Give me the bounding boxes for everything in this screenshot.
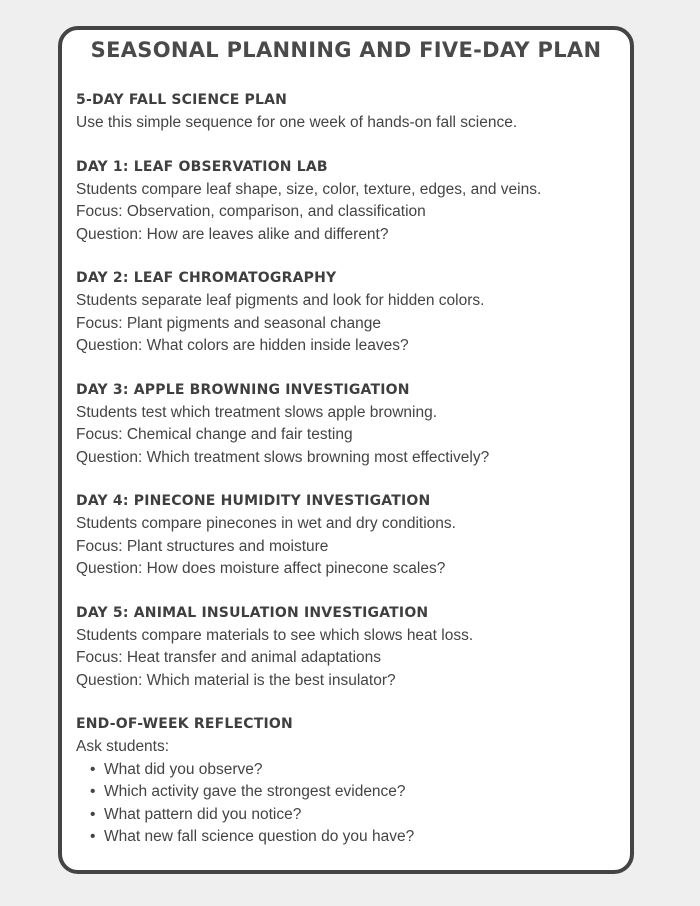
bullet-icon: • xyxy=(90,783,96,800)
reflection-heading: END-OF-WEEK REFLECTION xyxy=(76,716,293,732)
day-4-heading: DAY 4: PINECONE HUMIDITY INVESTIGATION xyxy=(76,493,431,509)
bullet-icon: • xyxy=(90,760,96,778)
day-3-section xyxy=(76,380,626,470)
day-4-question: Question: How does moisture affect pinecone scales? xyxy=(76,560,446,577)
day-1-heading: DAY 1: LEAF OBSERVATION LAB xyxy=(76,158,328,175)
list-item xyxy=(90,826,626,849)
list-item xyxy=(90,781,626,804)
day-3-focus: Focus: Chemical change and fair testing xyxy=(76,426,353,443)
reflection-question: What did you observe? xyxy=(104,760,263,778)
reflection-question: What new fall science question do you have? xyxy=(104,828,415,845)
day-1-question: Question: How are leaves alike and different? xyxy=(76,225,389,243)
day-2-heading: DAY 2: LEAF CHROMATOGRAPHY xyxy=(76,270,337,286)
day-5-heading: DAY 5: ANIMAL INSULATION INVESTIGATION xyxy=(76,604,429,621)
day-5-section xyxy=(76,603,626,693)
day-2-focus: Focus: Plant pigments and seasonal change xyxy=(76,314,382,332)
intro-section xyxy=(76,90,626,135)
day-3-question: Question: Which treatment slows browning most effectively? xyxy=(76,448,490,466)
intro-text: Use this simple sequence for one week of hands-on fall science. xyxy=(76,114,518,131)
plan-content xyxy=(76,90,626,871)
list-item xyxy=(90,759,626,782)
reflection-question: What pattern did you notice? xyxy=(104,805,302,823)
reflection-prompt: Ask students: xyxy=(76,738,170,755)
reflection-question: Which activity gave the strongest evidence? xyxy=(104,783,406,800)
day-5-focus: Focus: Heat transfer and animal adaptations xyxy=(76,649,382,666)
day-1-focus: Focus: Observation, comparison, and classification xyxy=(76,203,426,220)
day-2-question: Question: What colors are hidden inside leaves? xyxy=(76,337,409,354)
day-4-focus: Focus: Plant structures and moisture xyxy=(76,537,329,555)
bullet-icon: • xyxy=(90,805,96,823)
day-4-section xyxy=(76,491,626,581)
list-item xyxy=(90,804,626,827)
day-4-description: Students compare pinecones in wet and dry conditions. xyxy=(76,515,456,532)
day-1-description: Students compare leaf shape, size, color, texture, edges, and veins. xyxy=(76,180,542,198)
reflection-question-list xyxy=(76,759,626,849)
plan-card xyxy=(58,26,634,874)
day-2-section xyxy=(76,268,626,358)
day-2-description: Students separate leaf pigments and look for hidden colors. xyxy=(76,292,485,309)
intro-heading: 5-DAY FALL SCIENCE PLAN xyxy=(76,92,288,108)
page-title: SEASONAL PLANNING AND FIVE-DAY PLAN xyxy=(90,38,602,62)
reflection-section xyxy=(76,714,626,849)
day-5-description: Students compare materials to see which slows heat loss. xyxy=(76,626,474,644)
day-3-heading: DAY 3: APPLE BROWNING INVESTIGATION xyxy=(76,381,410,398)
day-5-question: Question: Which material is the best insulator? xyxy=(76,671,396,689)
day-1-section xyxy=(76,157,626,247)
bullet-icon: • xyxy=(90,828,96,845)
day-3-description: Students test which treatment slows apple browning. xyxy=(76,403,437,421)
